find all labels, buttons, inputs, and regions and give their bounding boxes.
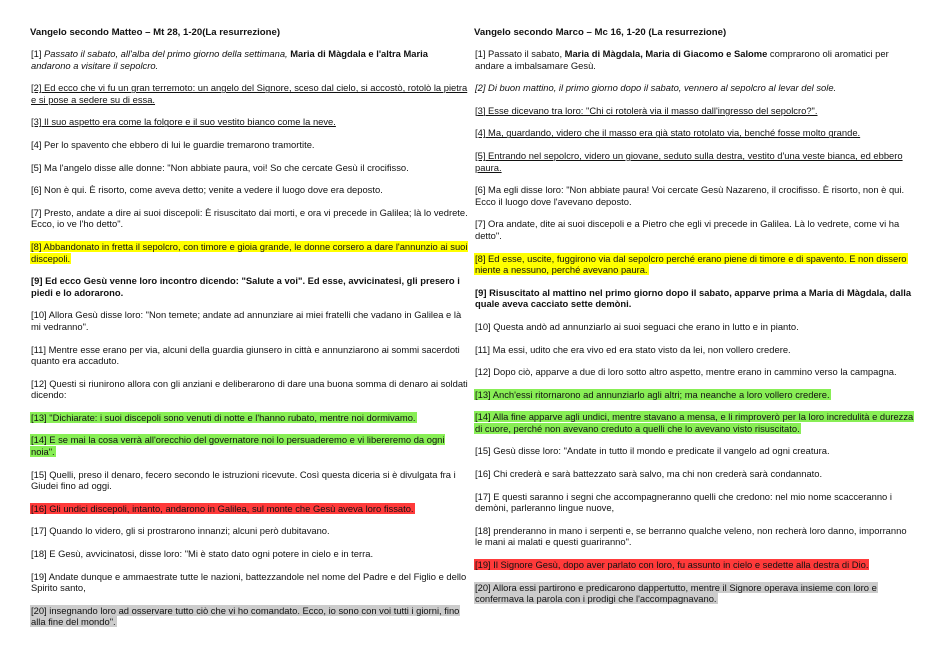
verse-segment: Ma l'angelo disse alle donne: "Non abbiate paura, voi! So che cercate Gesù il crocifisso. — [44, 161, 409, 173]
verse-segment: Gli undici discepoli, intanto, andarono in Galilea, sul monte che Gesù aveva loro fissato. — [49, 502, 414, 514]
verse-segment: Allora essi partirono e predicarono dappertutto, mentre il Signore operava insieme con loro e confermava la parola con i prodigi che l'accompagnavano. — [475, 581, 877, 605]
marco-verse-18 — [474, 525, 914, 548]
verse-segment: Maria di Màgdala, Maria di Giacomo e Salome — [564, 48, 768, 59]
matteo-verse-12 — [30, 378, 470, 401]
verse-number: [17] — [31, 525, 47, 537]
marco-verse-17 — [474, 491, 914, 514]
verse-segment: Per lo spavento che ebbero di lui le guardie tremarono tramortite. — [44, 138, 315, 150]
verse-segment: E questi saranno i segni che accompagneranno quelli che credono: nel mio nome scacceranno i demòni, parleranno lingue nuove, — [475, 490, 892, 514]
matteo-verse-9 — [30, 275, 470, 298]
marco-verse-11 — [474, 344, 914, 356]
verse-segment: Ed ecco Gesù venne loro incontro dicendo: "Salute a voi". Ed esse, avvicinatesi, gli presero i piedi e lo adorarono. — [31, 275, 460, 298]
verse-number: [14] — [475, 411, 491, 423]
matteo-verse-4 — [30, 139, 470, 151]
verse-segment: Ed ecco che vi fu un gran terremoto: un angelo del Signore, sceso dal cielo, si accostò, rotolò la pietra e si pose a sedere su di essa. — [31, 82, 468, 105]
verse-number: [1] — [31, 48, 42, 59]
verse-number: [8] — [31, 240, 42, 252]
verse-text — [30, 48, 429, 71]
verse-segment: Passato il sabato, all'alba del primo giorno della settimana, — [44, 48, 291, 59]
verse-number: [6] — [31, 184, 42, 196]
verse-text — [30, 605, 460, 628]
marco-verse-3 — [474, 105, 914, 117]
marco-verse-7 — [474, 218, 914, 241]
matteo-verse-7 — [30, 207, 470, 230]
verse-text — [474, 150, 904, 173]
verse-text — [30, 82, 468, 105]
marco-verse-8 — [474, 253, 914, 276]
verse-text — [474, 468, 823, 479]
verse-text — [30, 571, 467, 594]
marco-verse-5 — [474, 150, 914, 173]
verse-segment: Non è qui. È risorto, come aveva detto; venite a vedere il luogo dove era deposto. — [44, 184, 383, 196]
verse-text — [474, 559, 869, 570]
verse-segment: Il Signore Gesù, dopo aver parlato con loro, fu assunto in cielo e sedette alla destra di Dio. — [493, 559, 869, 571]
verse-segment: Di buon mattino, il primo giorno dopo il sabato, vennero al sepolcro al levar del sole. — [488, 82, 837, 94]
verse-number: [12] — [475, 366, 491, 378]
verse-text — [30, 525, 331, 536]
verse-number: [18] — [31, 548, 47, 560]
verse-segment: Abbandonato in fretta il sepolcro, con timore e gioia grande, le donne corsero a dare l'annunzio ai suoi discepoli. — [31, 240, 468, 264]
verse-segment: Questi si riunirono allora con gli anziani e deliberarono di dare una buona somma di denaro ai soldati dicendo: — [31, 377, 468, 401]
verse-segment: Dopo ciò, apparve a due di loro sotto altro aspetto, mentre erano in cammino verso la campagna. — [493, 366, 897, 378]
verse-number: [7] — [31, 206, 42, 218]
verse-number: [10] — [475, 320, 491, 332]
verse-number: [9] — [31, 275, 43, 287]
verse-number: [18] — [475, 524, 491, 536]
marco-verse-15 — [474, 445, 914, 457]
verse-number: [19] — [475, 559, 491, 571]
matteo-verse-list — [30, 48, 470, 628]
verse-text — [30, 139, 316, 150]
verse-text — [30, 503, 415, 514]
verse-number: [3] — [31, 116, 42, 128]
verse-text — [30, 184, 384, 195]
verse-text — [474, 525, 908, 548]
verse-number: [16] — [475, 468, 491, 480]
verse-text — [30, 162, 410, 173]
verse-text — [474, 445, 831, 456]
matteo-verse-20 — [30, 605, 470, 628]
verse-text — [30, 378, 469, 401]
verse-number: [10] — [31, 309, 47, 321]
marco-title: Vangelo secondo Marco – Mc 16, 1-20 (La resurrezione) — [474, 27, 727, 38]
verse-number: [4] — [31, 138, 42, 150]
marco-verse-14 — [474, 411, 914, 434]
verse-text — [474, 82, 837, 93]
verse-segment: Allora Gesù disse loro: "Non temete; andate ad annunziare ai miei fratelli che vadano in Galilea e là mi vedranno". — [31, 309, 462, 332]
verse-segment: Mentre esse erano per via, alcuni della guardia giunsero in città e annunziarono ai sommi sacerdoti quanto era accaduto. — [31, 343, 460, 367]
verse-text — [30, 469, 457, 492]
verse-segment: Ed esse, uscite, fuggirono via dal sepolcro perché erano piene di timore e di spavento. E non dissero niente a nessuno, perché avevano paura. — [475, 252, 907, 276]
matteo-verse-14 — [30, 434, 470, 457]
marco-column — [474, 27, 914, 616]
matteo-verse-8 — [30, 241, 470, 264]
verse-segment: Il suo aspetto era come la folgore e il suo vestito bianco come la neve. — [44, 116, 336, 128]
matteo-verse-6 — [30, 184, 470, 196]
verse-segment: Andate dunque e ammaestrate tutte le nazioni, battezzandole nel nome del Padre e del Figlio e dello Spirito santo, — [31, 570, 467, 594]
verse-number: [7] — [475, 218, 486, 230]
verse-number: [6] — [475, 184, 486, 196]
verse-text — [474, 218, 900, 241]
marco-verse-16 — [474, 468, 914, 480]
verse-segment: Ma, guardando, videro che il masso era già stato rotolato via, benché fosse molto grande. — [488, 127, 861, 139]
verse-segment: Quando lo videro, gli si prostrarono innanzi; alcuni però dubitavano. — [49, 525, 330, 537]
verse-number: [3] — [475, 104, 486, 116]
verse-segment: Alla fine apparve agli undici, mentre stavano a mensa, e li rimproverò per la loro incredulità e durezza di cuore, perché non avevano creduto a quelli che lo avevano visto risuscitato. — [475, 411, 914, 434]
verse-number: [2] — [31, 82, 42, 94]
marco-verse-10 — [474, 321, 914, 333]
verse-segment: Gesù disse loro: "Andate in tutto il mondo e predicate il vangelo ad ogni creatura. — [493, 445, 830, 457]
verse-text — [474, 321, 800, 332]
verse-text — [30, 309, 462, 332]
marco-verse-13 — [474, 389, 914, 401]
verse-number: [4] — [475, 127, 486, 139]
verse-segment: andarono a visitare il sepolcro. — [31, 59, 159, 71]
matteo-verse-15 — [30, 469, 470, 492]
verse-text — [474, 105, 818, 116]
verse-segment: Esse dicevano tra loro: "Chi ci rotolerà via il masso dall'ingresso del sepolcro?". — [488, 104, 818, 116]
verse-text — [30, 275, 461, 298]
matteo-verse-3 — [30, 116, 470, 128]
verse-segment: Risuscitato al mattino nel primo giorno dopo il sabato, apparve prima a Maria di Màgdala, dalla quale aveva cacciato sette demòni. — [475, 286, 912, 310]
matteo-verse-18 — [30, 548, 470, 560]
verse-number: [9] — [475, 286, 487, 298]
verse-number: [15] — [31, 468, 47, 480]
verse-number: [19] — [31, 570, 47, 582]
verse-segment: insegnando loro ad osservare tutto ciò che vi ho comandato. Ecco, io sono con voi tutti i giorni, fino alla fine del mondo". — [31, 604, 460, 628]
verse-number: [5] — [475, 149, 486, 161]
marco-verse-1 — [474, 48, 914, 71]
verse-number: [11] — [475, 343, 490, 355]
marco-verse-19 — [474, 559, 914, 571]
verse-text — [30, 548, 374, 559]
verse-segment: Entrando nel sepolcro, videro un giovane, seduto sulla destra, vestito d'una veste bianca, ed ebbero paura. — [475, 149, 903, 173]
verse-segment: Chi crederà e sarà battezzato sarà salvo, ma chi non crederà sarà condannato. — [493, 468, 823, 480]
marco-verse-4 — [474, 127, 914, 139]
verse-text — [474, 491, 893, 514]
verse-number: [11] — [31, 343, 46, 355]
matteo-verse-16 — [30, 503, 470, 515]
verse-number: [17] — [475, 490, 491, 502]
verse-segment: Passato il sabato, — [488, 48, 565, 59]
verse-text — [474, 366, 898, 377]
verse-text — [30, 116, 337, 127]
marco-verse-9 — [474, 287, 914, 310]
verse-number: [20] — [475, 581, 491, 593]
verse-segment: comprarono oli aromatici per andare a imbalsamare Gesù. — [475, 48, 889, 71]
matteo-column — [30, 27, 470, 639]
marco-verse-12 — [474, 366, 914, 378]
verse-segment: Quelli, preso il denaro, fecero secondo le istruzioni ricevute. Così questa diceria si è divulgata fra i Giudei fino ad oggi. — [31, 468, 456, 492]
verse-segment: E se mai la cosa verrà all'orecchio del governatore noi lo persuaderemo e vi libereremo da ogni noia". — [31, 434, 445, 458]
marco-verse-6 — [474, 184, 914, 207]
verse-number: [20] — [31, 604, 47, 616]
matteo-verse-17 — [30, 525, 470, 537]
verse-segment: Anch'essi ritornarono ad annunziarlo agli altri; ma neanche a loro vollero credere. — [492, 388, 830, 400]
verse-number: [8] — [475, 252, 486, 264]
verse-segment: Ora andate, dite ai suoi discepoli e a Pietro che egli vi precede in Galilea. Là lo vedrete, come vi ha detto". — [475, 218, 900, 241]
verse-segment: E Gesù, avvicinatosi, disse loro: "Mi è stato dato ogni potere in cielo e in terra. — [49, 548, 374, 560]
matteo-title: Vangelo secondo Matteo – Mt 28, 1-20(La resurrezione) — [30, 27, 281, 38]
verse-segment: Ma essi, udito che era vivo ed era stato visto da lei, non vollero credere. — [492, 343, 791, 355]
verse-number: [12] — [31, 377, 47, 389]
verse-text — [474, 582, 878, 605]
verse-text — [30, 412, 417, 423]
verse-number: [13] — [31, 411, 47, 423]
verse-text — [30, 207, 469, 230]
matteo-verse-5 — [30, 162, 470, 174]
verse-number: [14] — [31, 434, 47, 446]
marco-verse-list — [474, 48, 914, 605]
matteo-verse-1 — [30, 48, 470, 71]
matteo-verse-11 — [30, 344, 470, 367]
verse-text — [474, 287, 912, 310]
verse-text — [474, 184, 905, 207]
matteo-verse-13 — [30, 412, 470, 424]
verse-segment: Presto, andate a dire ai suoi discepoli: È risuscitato dai morti, e ora vi precede in Galilea; là lo vedrete. Ecco, io ve l'ho detto". — [31, 206, 468, 230]
verse-number: [15] — [475, 445, 491, 457]
verse-segment: prenderanno in mano i serpenti e, se berranno qualche veleno, non recherà loro danno, imporranno le mani ai malati e questi guariranno". — [475, 524, 907, 548]
verse-text — [30, 344, 461, 367]
matteo-verse-10 — [30, 309, 470, 332]
marco-verse-2 — [474, 82, 914, 94]
verse-text — [474, 344, 792, 355]
matteo-verse-2 — [30, 82, 470, 105]
verse-segment: Questa andò ad annunziarlo ai suoi seguaci che erano in lutto e in pianto. — [493, 320, 799, 332]
verse-text — [474, 48, 890, 71]
verse-text — [474, 253, 908, 276]
verse-number: [5] — [31, 161, 42, 173]
verse-text — [30, 241, 468, 264]
verse-segment: Maria di Màgdala e l'altra Maria — [290, 48, 428, 59]
verse-number: [1] — [475, 48, 486, 59]
verse-number: [13] — [475, 388, 491, 400]
verse-text — [474, 127, 861, 138]
verse-text — [474, 389, 831, 400]
verse-segment: "Dichiarate: i suoi discepoli sono venuti di notte e l'hanno rubato, mentre noi dormivamo. — [49, 411, 416, 423]
verse-number: [16] — [31, 502, 47, 514]
matteo-verse-19 — [30, 571, 470, 594]
verse-text — [474, 411, 914, 434]
marco-verse-20 — [474, 582, 914, 605]
verse-segment: Ma egli disse loro: "Non abbiate paura! Voi cercate Gesù Nazareno, il crocifisso. È risorto, non è qui. Ecco il luogo dove l'avevano deposto. — [475, 184, 905, 207]
verse-text — [30, 434, 445, 457]
verse-number: [2] — [475, 82, 486, 94]
